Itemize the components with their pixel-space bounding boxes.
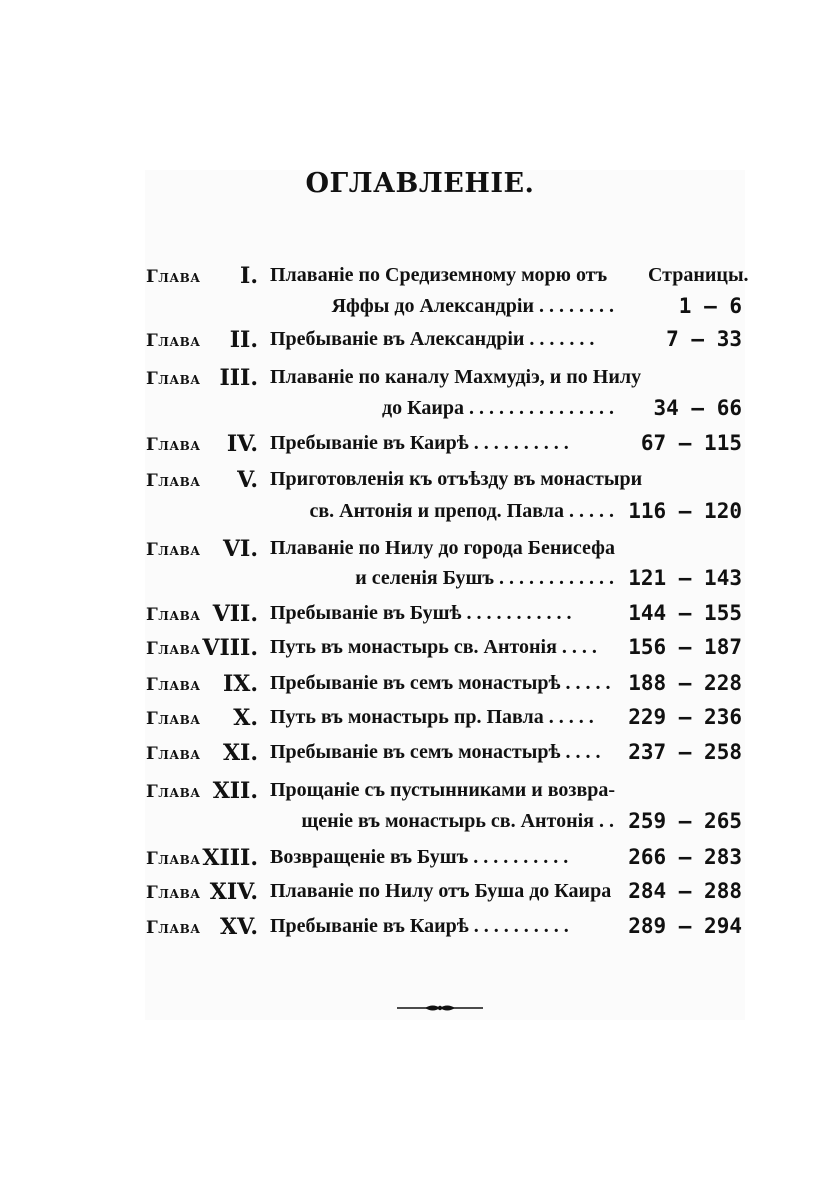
chapter-title: Пребываніе въ Каирѣ . . . . . . . . . .: [270, 915, 569, 937]
toc-row: [0, 879, 840, 909]
chapter-title: Плаваніе по каналу Махмудіэ, и по Нилу: [270, 366, 642, 388]
toc-row: [0, 327, 840, 357]
chapter-title: Путь въ монастырь пр. Павла . . . . .: [270, 706, 594, 728]
page-range: 1 — 6: [678, 294, 742, 318]
toc-row: [0, 601, 840, 631]
chapter-label: Глава: [146, 744, 201, 764]
page-range: 188 — 228: [628, 671, 742, 695]
chapter-number: I.: [240, 263, 258, 289]
chapter-title: Плаваніе по Нилу до города Бенисефа: [270, 537, 615, 559]
page-range: 34 — 66: [653, 396, 742, 420]
chapter-label: Глава: [146, 331, 201, 351]
page-range: 144 — 155: [628, 601, 742, 625]
toc-row: [0, 705, 840, 735]
chapter-number: XIV.: [209, 879, 258, 905]
chapter-label: Глава: [146, 471, 201, 491]
chapter-title: Приготовленія къ отъѣзду въ монастыри: [270, 468, 643, 490]
page-range: 237 — 258: [628, 740, 742, 764]
toc-row: [0, 671, 840, 701]
page-range: 116 — 120: [628, 499, 742, 523]
chapter-number: III.: [219, 365, 258, 391]
chapter-number: XIII.: [202, 845, 258, 871]
chapter-title: Плаваніе по Средиземному морю отъ: [270, 264, 608, 286]
page-range: 284 — 288: [628, 879, 742, 903]
chapter-title: Пребываніе въ семъ монастырѣ . . . . .: [270, 672, 611, 694]
chapter-title: Пребываніе въ семъ монастырѣ . . . .: [270, 741, 601, 763]
page-range: 67 — 115: [640, 431, 742, 455]
chapter-number: IX.: [222, 671, 258, 697]
chapter-label: Глава: [146, 435, 201, 455]
chapter-number: V.: [237, 467, 258, 493]
toc-row: [0, 635, 840, 665]
page-range: 266 — 283: [628, 845, 742, 869]
chapter-label: Глава: [146, 540, 201, 560]
page-range: 259 — 265: [628, 809, 742, 833]
chapter-label: Глава: [146, 849, 201, 869]
chapter-number: XII.: [212, 778, 258, 804]
toc-row: [0, 263, 840, 293]
chapter-number: VI.: [222, 536, 258, 562]
chapter-label: Глава: [146, 639, 201, 659]
toc-row-continuation: [0, 566, 840, 596]
chapter-title: Плаваніе по Нилу отъ Буша до Каира: [270, 880, 612, 902]
page-range: 121 — 143: [628, 566, 742, 590]
chapter-label: Глава: [146, 782, 201, 802]
toc-row: [0, 467, 840, 497]
chapter-label: Глава: [146, 369, 201, 389]
chapter-number: IV.: [226, 431, 258, 457]
pages-header: Страницы.: [648, 264, 749, 286]
chapter-number: X.: [233, 705, 258, 731]
chapter-title: Пребываніе въ Александріи . . . . . . .: [270, 328, 595, 350]
chapter-label: Глава: [146, 709, 201, 729]
chapter-title: Прощаніе съ пустынниками и возвра-: [270, 779, 616, 801]
page-range: 7 — 33: [666, 327, 742, 351]
chapter-number: VII.: [212, 601, 258, 627]
chapter-label: Глава: [146, 675, 201, 695]
chapter-title: Пребываніе въ Бушѣ . . . . . . . . . . .: [270, 602, 572, 624]
toc-row-continuation: [0, 499, 840, 529]
chapter-number: VIII.: [202, 635, 258, 661]
toc-row: [0, 740, 840, 770]
chapter-number: XV.: [220, 914, 258, 940]
toc-row-continuation: [0, 809, 840, 839]
chapter-title: Возвращеніе въ Бушъ . . . . . . . . . .: [270, 846, 569, 868]
chapter-title-cont: св. Антонія и препод. Павла . . . . .: [309, 500, 614, 522]
chapter-title-cont: щеніе въ монастырь св. Антонія . .: [301, 810, 614, 832]
chapter-number: XI.: [222, 740, 258, 766]
toc-row: [0, 778, 840, 808]
toc-row: [0, 845, 840, 875]
chapter-title-cont: Яффы до Александріи . . . . . . . .: [331, 295, 614, 317]
chapter-label: Глава: [146, 918, 201, 938]
page-range: 229 — 236: [628, 705, 742, 729]
chapter-number: II.: [229, 327, 258, 353]
chapter-label: Глава: [146, 267, 201, 287]
chapter-title: Путь въ монастырь св. Антонія . . . .: [270, 636, 597, 658]
page-title: ОГЛАВЛЕНІЕ.: [305, 168, 535, 199]
chapter-title-cont: и селенія Бушъ . . . . . . . . . . . .: [355, 567, 614, 589]
chapter-label: Глава: [146, 605, 201, 625]
toc-row: [0, 365, 840, 395]
chapter-title: Пребываніе въ Каирѣ . . . . . . . . . .: [270, 432, 569, 454]
chapter-title-cont: до Каира . . . . . . . . . . . . . . .: [381, 397, 614, 419]
ornament-divider: [395, 998, 485, 1018]
toc-row: [0, 536, 840, 566]
toc-row: [0, 914, 840, 944]
page-range: 156 — 187: [628, 635, 742, 659]
toc-row: [0, 431, 840, 461]
toc-row-continuation: [0, 294, 840, 324]
page-range: 289 — 294: [628, 914, 742, 938]
toc-row-continuation: [0, 396, 840, 426]
chapter-label: Глава: [146, 883, 201, 903]
